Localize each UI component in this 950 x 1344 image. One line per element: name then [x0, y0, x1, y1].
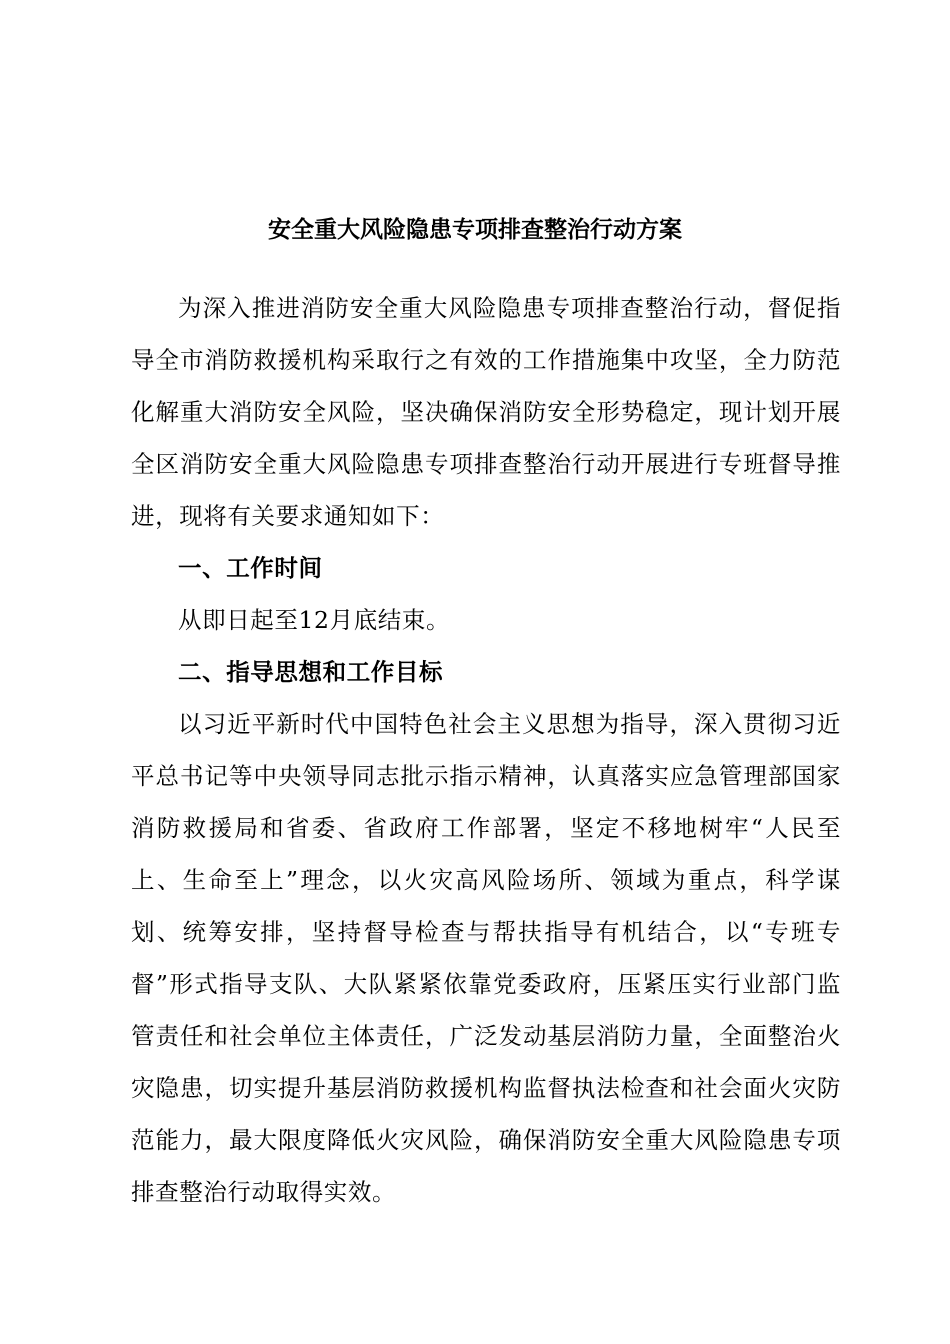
section-text-guiding-ideology: 以习近平新时代中国特色社会主义思想为指导，深入贯彻习近平总书记等中央领导同志批示指示精神，认真落实应急管理部国家消防救援局和省委、省政府工作部署，坚定不移地树牢“人民至上、生命至上”理念，以火灾高风险场所、领域为重点，科学谋划、统筹安排，坚持督导检查与帮扶指导有机结合，以“专班专督”形式指导支队、大队紧紧依靠党委政府，压紧压实行业部门监管责任和社会单位主体责任，广泛发动基层消防力量，全面整治火灾隐患，切实提升基层消防救援机构监督执法检查和社会面火灾防范能力，最大限度降低火灾风险，确保消防安全重大风险隐患专项排查整治行动取得实效。: [131, 710, 841, 1206]
section-heading-guiding-ideology: 二、指导思想和工作目标: [178, 658, 444, 686]
document-body: [131, 282, 841, 1218]
section-heading-work-time: 一、工作时间: [178, 554, 323, 582]
intro-paragraph: 为深入推进消防安全重大风险隐患专项排查整治行动，督促指导全市消防救援机构采取行之有效的工作措施集中攻坚，全力防范化解重大消防安全风险，坚决确保消防安全形势稳定，现计划开展全区消防安全重大风险隐患专项排查整治行动开展进行专班督导推进，现将有关要求通知如下：: [131, 294, 841, 530]
section-text-work-time: 从即日起至12月底结束。: [178, 606, 451, 634]
document-title: 安全重大风险隐患专项排查整治行动方案: [268, 217, 682, 243]
